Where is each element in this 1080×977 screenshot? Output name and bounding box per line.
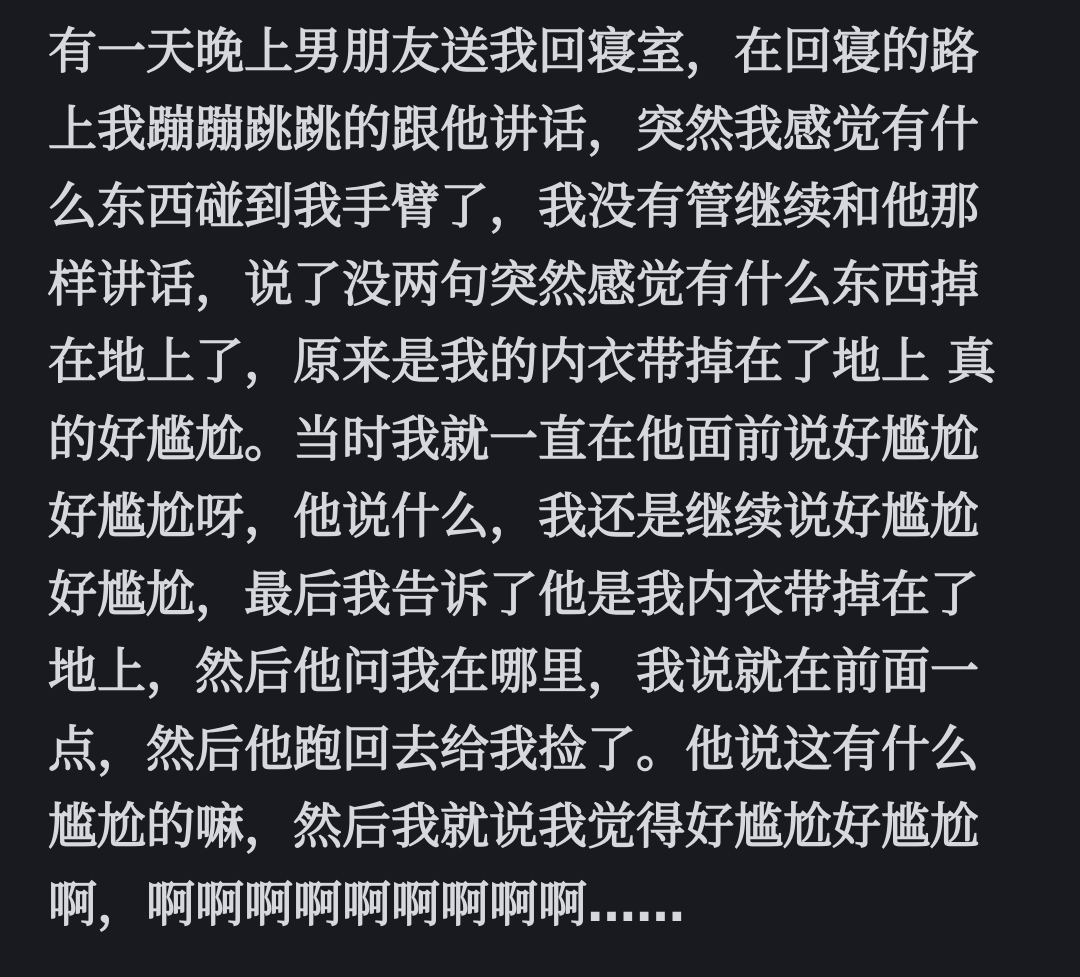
text-line: 在地上了，原来是我的内衣带掉在了地上 真 — [48, 333, 997, 390]
text-line: 地上，然后他问我在哪里，我说就在前面一 — [48, 643, 980, 700]
text-line: 有一天晚上男朋友送我回寝室，在回寝的路 — [48, 23, 980, 80]
text-line: 啊，啊啊啊啊啊啊啊啊啊…… — [48, 875, 686, 933]
text-line: 好尴尬，最后我告诉了他是我内衣带掉在了 — [48, 565, 980, 623]
text-line: 的好尴尬。当时我就一直在他面前说好尴尬 — [48, 410, 980, 468]
text-line: 么东西碰到我手臂了，我没有管继续和他那 — [48, 178, 980, 235]
text-line: 样讲话，说了没两句突然感觉有什么东西掉 — [48, 255, 980, 313]
text-line: 点，然后他跑回去给我捡了。他说这有什么 — [48, 720, 980, 778]
text-line: 尴尬的嘛，然后我就说我觉得好尴尬好尴尬 — [48, 798, 980, 855]
text-line: 好尴尬呀，他说什么，我还是继续说好尴尬 — [48, 488, 980, 545]
text-line: 上我蹦蹦跳跳的跟他讲话，突然我感觉有什 — [48, 100, 980, 158]
